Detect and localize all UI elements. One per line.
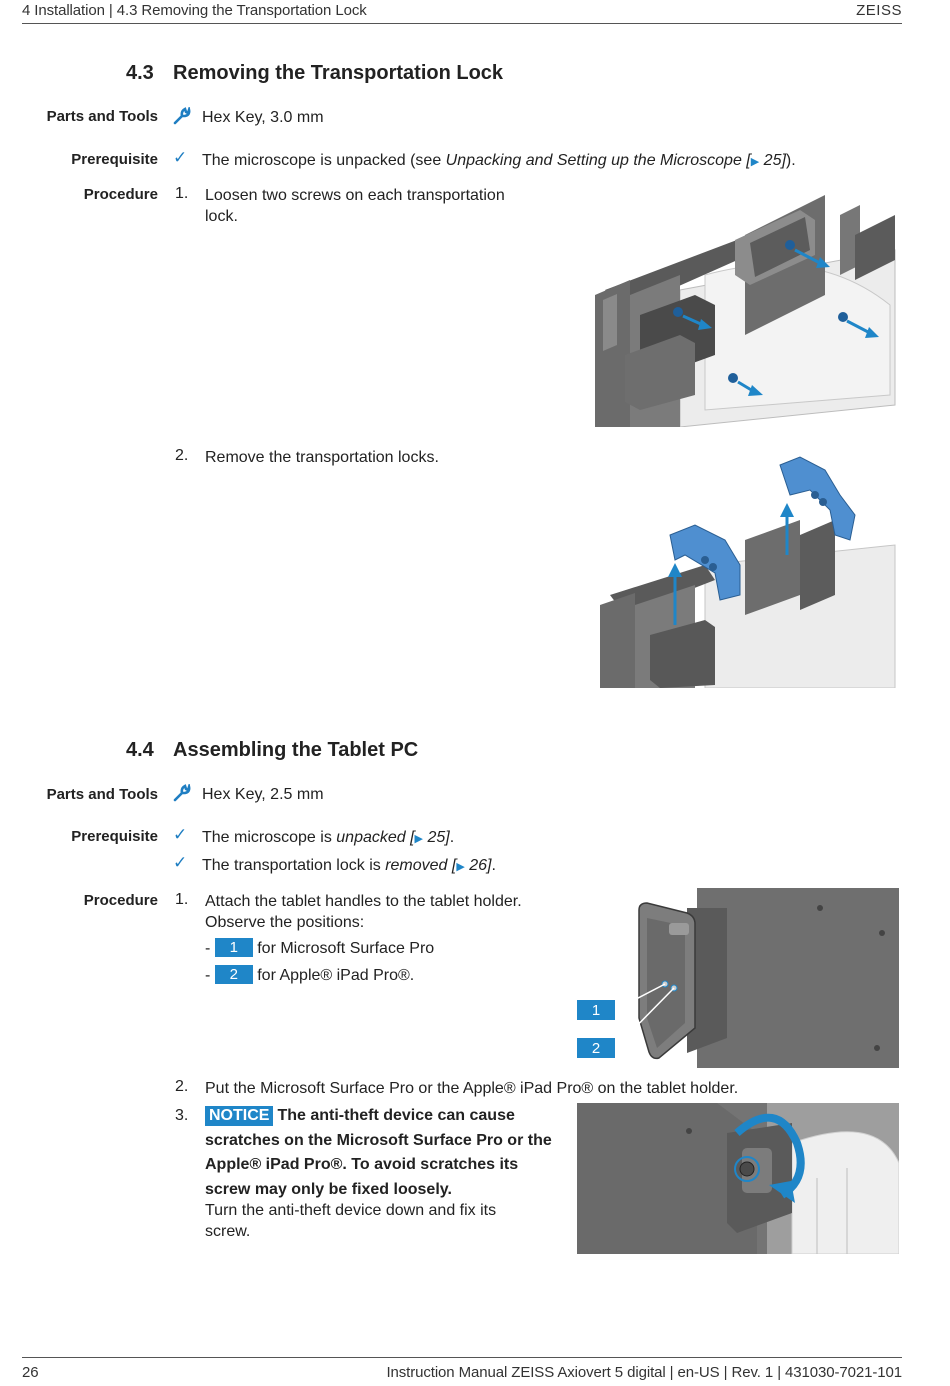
position-badge: 1 <box>215 938 253 957</box>
cross-reference-link[interactable]: removed [▶ 26] <box>385 857 492 874</box>
wrench-icon <box>173 107 191 130</box>
step-text: Put the Microsoft Surface Pro or the Apple® iPad Pro® on the tablet holder. <box>205 1080 739 1097</box>
parts-tools-label: Parts and Tools <box>46 108 158 125</box>
step-number: 1. <box>175 185 189 202</box>
triangle-icon: ▶ <box>456 861 465 873</box>
wrench-icon <box>173 784 191 807</box>
section-4-3-title: Removing the Transportation Lock <box>173 62 504 84</box>
remove-locks-figure <box>595 455 898 688</box>
cross-reference-link[interactable]: unpacked [▶ 25] <box>336 829 450 846</box>
procedure-label: Procedure <box>83 892 158 909</box>
header-breadcrumb: 4 Installation | 4.3 Removing the Transportation Lock <box>22 2 367 19</box>
footer-rule <box>22 1357 902 1358</box>
step-text: Observe the positions: <box>205 914 365 931</box>
triangle-icon: ▶ <box>414 833 424 845</box>
anti-theft-figure <box>577 1103 899 1254</box>
position-badge: 2 <box>215 965 253 984</box>
header-rule <box>22 23 902 24</box>
triangle-icon: ▶ <box>750 156 760 168</box>
parts-item: Hex Key, 2.5 mm <box>202 786 324 803</box>
procedure-label: Procedure <box>83 186 158 203</box>
cross-reference-link[interactable]: Unpacking and Setting up the Microscope [▶ 25] <box>445 152 786 169</box>
prerequisite-text: The transportation lock is removed [▶ 26]. <box>202 857 496 874</box>
notice-block <box>205 1104 565 1202</box>
checkmark-icon: ✓ <box>173 825 188 844</box>
step-text: Remove the transportation locks. <box>205 449 439 466</box>
figure-label-1: 1 <box>591 1002 601 1019</box>
prerequisite-label: Prerequisite <box>71 151 158 168</box>
footer-doc-info: Instruction Manual ZEISS Axiovert 5 digital | en-US | Rev. 1 | 431030-7021-101 <box>386 1364 902 1381</box>
parts-item: Hex Key, 3.0 mm <box>202 109 324 126</box>
checkmark-icon: ✓ <box>173 148 188 167</box>
position-item: - 2 for Apple® iPad Pro®. <box>205 966 415 984</box>
step-number: 2. <box>175 447 189 464</box>
loosen-screws-figure <box>585 195 900 427</box>
step-number: 1. <box>175 891 189 908</box>
prerequisite-text: The microscope is unpacked (see Unpacking and Setting up the Microscope [▶ 25]). <box>202 152 796 169</box>
header-brand: ZEISS <box>856 2 902 19</box>
tablet-holder-figure <box>577 888 899 1068</box>
section-4-4-title: Assembling the Tablet PC <box>173 739 419 761</box>
figure-label-2: 2 <box>591 1040 601 1057</box>
step-number: 3. <box>175 1107 189 1124</box>
step-number: 2. <box>175 1078 189 1095</box>
prerequisite-label: Prerequisite <box>71 828 158 845</box>
step-text: Loosen two screws on each transportation lock. <box>205 187 505 225</box>
position-item: - 1 for Microsoft Surface Pro <box>205 939 435 957</box>
notice-text: The anti-theft device can cause scratches on the Microsoft Surface Pro or the Apple® iPad Pro®. To avoid scratches its screw may only be fixed loosely. <box>205 1107 552 1198</box>
step-text: Attach the tablet handles to the tablet holder. <box>205 893 522 910</box>
parts-tools-label: Parts and Tools <box>46 786 158 803</box>
step-text: Turn the anti-theft device down and fix its screw. <box>205 1202 497 1240</box>
section-4-4-number: 4.4 <box>126 739 154 761</box>
section-4-3-number: 4.3 <box>126 62 154 84</box>
prerequisite-text: The microscope is unpacked [▶ 25]. <box>202 829 455 846</box>
notice-badge: NOTICE <box>205 1106 273 1126</box>
checkmark-icon: ✓ <box>173 853 188 872</box>
page-number: 26 <box>22 1364 39 1381</box>
